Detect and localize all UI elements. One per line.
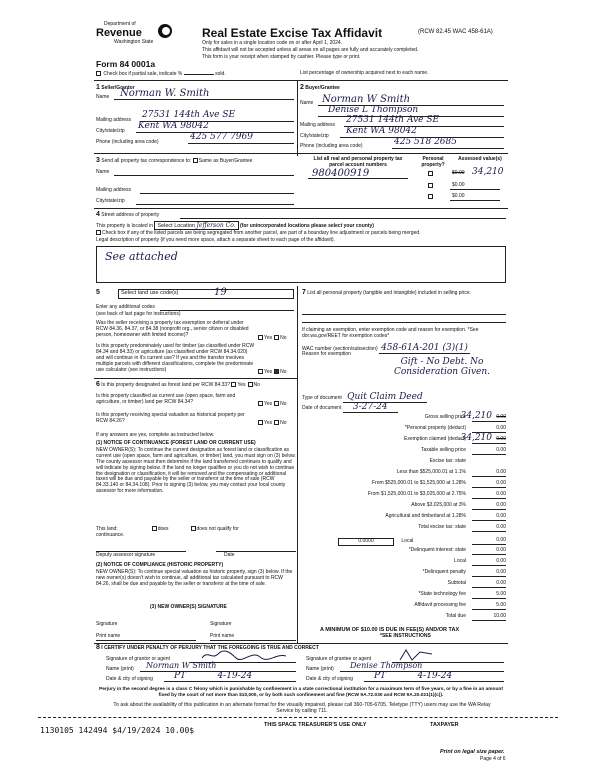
buyer-name-field[interactable]: Norman W Smith xyxy=(318,94,504,106)
calc-row xyxy=(300,480,506,489)
grantor-sig-label: Signature of grantor or agent xyxy=(106,656,170,662)
local-rate-field[interactable]: 0.0000 xyxy=(338,538,394,546)
calc-row-label: *Personal property (deduct) xyxy=(404,425,466,431)
calc-row-label: *Delinquent interest: state xyxy=(408,547,466,553)
dept-line3: Washington State xyxy=(114,39,154,45)
taxpayer-copy: TAXPAYER xyxy=(430,722,459,728)
calc-row-label: Taxable selling price xyxy=(420,447,466,453)
dor-emblem-icon xyxy=(158,24,172,38)
notice-compliance-title: (2) NOTICE OF COMPLIANCE (HISTORIC PROPERTY) xyxy=(96,562,224,568)
local-amount: 0.00 xyxy=(472,538,506,545)
current-use-no-checkbox[interactable] xyxy=(274,401,279,406)
owner-print-name-label: Print name xyxy=(210,633,235,639)
deputy-signature-label: Deputy assessor signature xyxy=(96,552,156,558)
doc-date-label: Date of document xyxy=(302,405,342,411)
parcels-col3: Assessed value(s) xyxy=(458,156,502,162)
calc-row-value: 0.00 xyxy=(472,548,506,555)
unincorporated-note: (for unincorporated locations please select your county) xyxy=(240,223,374,229)
parcel-row xyxy=(308,191,506,202)
calc-row xyxy=(300,602,506,611)
calc-row xyxy=(300,469,506,478)
buyer-city-field[interactable]: Kent WA 98042 xyxy=(340,126,504,138)
seller-mailing-label: Mailing address xyxy=(96,117,132,123)
if-any-yes: If any answers are yes, complete as instructed below. xyxy=(96,432,215,438)
grantee-name-field[interactable]: Denise Thompson xyxy=(340,661,504,672)
see-back-label: (see back of last page for instructions) xyxy=(96,311,181,317)
parcel-value-struck: $0.00 xyxy=(452,170,465,176)
does-not-checkbox[interactable] xyxy=(191,526,196,531)
grantor-signature-icon xyxy=(200,648,290,662)
forest-yes-checkbox[interactable] xyxy=(231,382,236,387)
see-instructions: *SEE INSTRUCTIONS xyxy=(380,633,431,639)
this-land-label: This land: xyxy=(96,525,118,532)
alt-format-notice: To ask about the availability of this publication in an alternate format for the visually impaired, please call 360-705-6705. Teletype (TTY) users may use the WA Relay Service by calling 711. xyxy=(113,702,491,715)
exemption-no-checkbox[interactable] xyxy=(274,335,279,340)
grantee-name-label: Name (print) xyxy=(306,666,334,672)
grantee-date-field[interactable]: PT 4-19-24 xyxy=(364,671,504,682)
local-label: Local xyxy=(401,538,414,544)
historic-no-checkbox[interactable] xyxy=(274,420,279,425)
grantee-sig-label: Signature of grantee or agent xyxy=(306,656,372,662)
parcel-value: 34,210 xyxy=(472,167,504,177)
legal-description-box[interactable]: See attached xyxy=(96,246,506,283)
doc-type-value: Quit Claim Deed xyxy=(343,392,427,403)
wac-label: WAC number (section/subsection) xyxy=(302,346,378,352)
calc-row xyxy=(300,580,506,589)
parcel-number-field[interactable]: 980400919 xyxy=(308,168,408,179)
calc-row xyxy=(300,447,506,456)
grantor-date-label: Date & city of signing xyxy=(106,676,153,682)
street-address-field[interactable] xyxy=(180,212,506,219)
forest-question: Is this property designated as forest land per RCW 84.33? xyxy=(101,382,230,388)
parcels-col2: Personal property? xyxy=(421,156,445,168)
segregated-checkbox[interactable] xyxy=(96,230,101,235)
calc-row-label: Excise tax: state xyxy=(429,458,466,464)
partial-sale-checkbox[interactable] xyxy=(96,71,101,76)
corr-city-label: City/state/zip xyxy=(96,198,125,204)
calc-row-value: 0.00 xyxy=(472,437,506,444)
calc-row-value: 5.00 xyxy=(472,592,506,599)
additional-codes-field[interactable] xyxy=(160,304,294,311)
wac-value: 458-61A-201 (3)(1) xyxy=(381,343,468,353)
perjury-notice: Perjury in the second degree is a class C felony which is punishable by confinement in a state correctional institution for a maximum term of five years, or by a fine in an amount fixed by the court of not more than $10,000, or by both such confinement and fine (RCW 9A.72.030 and RCW 9A.20.021(1)(c)). xyxy=(99,687,503,698)
calc-row-label: *Delinquent penalty xyxy=(422,569,466,575)
buyer-mailing-field[interactable]: 27531 144th Ave SE xyxy=(344,115,504,127)
personal-property-checkbox[interactable] xyxy=(428,183,433,188)
calc-row xyxy=(300,433,506,445)
timber-yes-checkbox[interactable] xyxy=(258,369,263,374)
header-note1: Only for sales in a single location code on or after April 1, 2024. xyxy=(202,40,343,46)
seller-city-label: City/state/zip xyxy=(96,128,125,134)
legal-desc-label: Legal description of property (if you need more space, attach a separate sheet to each page of the affidavit). xyxy=(96,237,335,243)
seller-heading: Seller/Grantor xyxy=(101,85,135,91)
calc-row-label: Gross selling price xyxy=(424,414,466,420)
personal-property-checkbox[interactable] xyxy=(428,194,433,199)
calc-row-label: Affidavit processing fee xyxy=(414,602,466,608)
calc-row xyxy=(300,591,506,600)
grantee-signature-icon xyxy=(398,648,438,662)
dept-line1: Department of xyxy=(104,21,136,27)
corr-city-field[interactable] xyxy=(136,197,294,205)
new-owner-signature-title: (3) NEW OWNER(S) SIGNATURE xyxy=(150,604,227,610)
buyer-name-label: Name xyxy=(300,100,314,106)
calc-row-label: Above $3,025,000 at 3% xyxy=(411,502,466,508)
calc-row-value: 0.00 xyxy=(472,481,506,488)
calc-row-value: 0.00 xyxy=(472,492,506,499)
grantor-name-label: Name (print) xyxy=(106,666,134,672)
calc-row-value: 0.00 xyxy=(472,581,506,588)
treasurer-use: THIS SPACE TREASURER'S USE ONLY xyxy=(264,722,367,728)
calc-row xyxy=(300,502,506,511)
exemption-question: Was the seller receiving a property tax exemption or deferral under RCW 84.36, 84.37, or 84.38 (nonprofit org., senior citizen or disabled person, homeowner with limited income)? xyxy=(96,320,249,338)
calc-row-value: 0.00 xyxy=(472,559,506,566)
corr-name-label: Name xyxy=(96,169,110,175)
buyer-city-label: City/state/zip xyxy=(300,133,329,139)
correspondence-label: Send all property tax correspondence to: xyxy=(101,158,192,164)
continuance-label: continuance. xyxy=(96,532,125,538)
personal-property-line xyxy=(302,318,506,323)
calc-row-value: 0.00 xyxy=(472,470,506,477)
header-note3: This form is your receipt when stamped by cashier. Please type or print. xyxy=(202,54,361,60)
corr-mailing-label: Mailing address xyxy=(96,187,132,193)
grantee-date-label: Date & city of signing xyxy=(306,676,353,682)
calc-row-value: 5.00 xyxy=(472,603,506,610)
reason-label: Reason for exemption xyxy=(302,351,351,357)
notice-continuance-title: (1) NOTICE OF CONTINUANCE (FOREST LAND OR CURRENT USE) xyxy=(96,440,256,446)
segregated-label: Check box if any of the listed parcels are being segregated from another parcel, are part of a boundary line adjustment or parcels being merged. xyxy=(102,229,421,236)
form-title: Real Estate Excise Tax Affidavit xyxy=(202,26,383,40)
form-number: Form 84 0001a xyxy=(96,59,156,69)
legal-paper-note: Print on legal size paper. xyxy=(440,749,505,755)
seller-name-field[interactable]: Norman W. Smith xyxy=(114,88,294,100)
seller-mailing-field[interactable]: 27531 144th Ave SE xyxy=(140,110,294,122)
buyer-phone-field[interactable]: 425 518 2685 xyxy=(392,137,504,149)
personal-property-label: List all personal property (tangible and intangible) included in selling price. xyxy=(307,290,472,296)
calc-row xyxy=(300,558,506,567)
dept-line2: Revenue xyxy=(96,27,142,39)
parcel-row xyxy=(308,180,506,191)
buyer-heading: Buyer/Grantee xyxy=(305,85,340,91)
parcel-value: $0.00 xyxy=(452,182,465,188)
calc-row-label: Local xyxy=(454,558,466,564)
calc-row-value: 0.00 xyxy=(472,415,506,422)
buyer-phone-label: Phone (including area code) xyxy=(300,143,363,149)
calc-row-value: 0.00 xyxy=(472,514,506,521)
notice-compliance-text: NEW OWNER(S): To continue special valuation as historic property, sign (3) below. If the new owner(s) doesn't wish to continue, all additional tax calculated pursuant to RCW 84.26, shall be due and payable by the seller or transferor at the time of sale. xyxy=(96,569,293,587)
calc-row-label: Total due xyxy=(445,613,466,619)
calc-row xyxy=(300,513,506,522)
exemption-yes-checkbox[interactable] xyxy=(258,335,263,340)
calc-row-label: Total excise tax: state xyxy=(418,524,466,530)
calc-row-value: 10.00 xyxy=(472,614,506,621)
same-as-buyer-label: Same as Buyer/Grantee xyxy=(198,158,253,164)
parcel-value: $0.00 xyxy=(452,193,465,199)
historic-yes-checkbox[interactable] xyxy=(258,420,263,425)
calc-row xyxy=(300,458,506,467)
certify-statement: I CERTIFY UNDER PENALTY OF PERJURY THAT THE FOREGOING IS TRUE AND CORRECT xyxy=(101,645,319,651)
calc-row-label: Less than $525,000.01 at 1.1% xyxy=(396,469,466,475)
corr-name-field[interactable] xyxy=(114,168,294,176)
calc-row-label: From $1,525,000.01 to $3,025,000 at 2.75% xyxy=(367,491,466,497)
calc-row xyxy=(300,569,506,578)
ownership-label: List percentage of ownership acquired next to each name. xyxy=(300,70,429,76)
land-use-select[interactable]: Select land use code(s) 19 xyxy=(118,289,294,299)
calc-row-value: 0.00 xyxy=(472,426,506,433)
header-note2: This affidavit will not be accepted unless all areas on all pages are fully and accurately completed. xyxy=(202,47,419,53)
calc-row-label: From $525,000.01 to $1,525,000 at 1.28% xyxy=(372,480,466,486)
seller-phone-label: Phone (including area code) xyxy=(96,139,159,145)
owner-signature-label: Signature xyxy=(210,621,232,627)
calc-row xyxy=(300,524,506,533)
calc-row-value: 0.00 xyxy=(472,570,506,577)
claiming-exemption-label: If claiming an exemption, enter exemption code and reason for exemption. *See dor.wa.gov/REET for exemption codes* xyxy=(302,327,479,339)
forest-no-checkbox[interactable] xyxy=(248,382,253,387)
calc-row-label: *State technology fee xyxy=(418,591,466,597)
owner-print-name-label: Print name xyxy=(96,633,121,639)
minimum-due: A MINIMUM OF $10.00 IS DUE IN FEE(S) AND/OR TAX xyxy=(320,627,460,633)
personal-property-checkbox[interactable] xyxy=(428,171,433,176)
timber-no-checkbox[interactable] xyxy=(274,369,279,374)
grantor-date-field[interactable]: PT 4-19-24 xyxy=(164,671,296,682)
calc-row xyxy=(300,547,506,556)
doc-type-label: Type of document xyxy=(302,395,342,401)
calc-row-label: Agricultural and timberland at 1.28% xyxy=(385,513,466,519)
calc-row xyxy=(300,491,506,500)
corr-mailing-field[interactable] xyxy=(140,186,294,194)
calc-row xyxy=(300,411,506,423)
seller-name-label: Name xyxy=(96,94,110,100)
calc-row-value: 0.00 xyxy=(472,503,506,510)
page-number: Page 4 of 6 xyxy=(480,756,506,762)
same-as-buyer-checkbox[interactable] xyxy=(193,158,198,163)
calc-row-label: Subtotal xyxy=(447,580,466,586)
partial-sale-label: Check box if partial sale, indicate % xyxy=(103,70,183,77)
form-statute: (RCW 82.45 WAC 458-61A) xyxy=(418,29,493,35)
deputy-date-label: Date xyxy=(224,552,235,558)
calc-row-handwritten: 34,210 xyxy=(460,411,492,421)
located-in-label: This property is located in xyxy=(96,223,153,229)
buyer-mailing-label: Mailing address xyxy=(300,122,336,128)
personal-property-field[interactable] xyxy=(302,310,506,315)
reason-value: Gift - No Debt. No Consideration Given. xyxy=(393,357,491,377)
location-select[interactable]: Select Location Jefferson Co. xyxy=(154,221,238,230)
historic-question: Is this property receiving special valuation as historical property per RCW 84.26? xyxy=(96,412,245,424)
notice-continuance-text: NEW OWNER(S): To continue the current designation as forest land or classification as current use (open space, farm and agriculture, or timber) land, you must sign on (3) below. The county assessor must then determine if the land transferred continues to qualify and will indicate by signing below. If the land no longer qualifies or you do not wish to continue the designation or classification, it will be removed and the compensating or additional taxes will be due and payable by the seller or transferor at the time of sale (RCW 84.33.140 or 84.34.108). Prior to signing (3) below, you may contact your local county assessor for more information. xyxy=(96,447,296,495)
partial-sale-sold: sold. xyxy=(215,70,226,77)
cashier-stamp: 1130105 142494 $4/19/2024 10.00$ xyxy=(40,726,195,735)
calc-row-value: 0.00 xyxy=(472,525,506,532)
owner-signature-label: Signature xyxy=(96,621,118,627)
parcel-row xyxy=(308,168,506,179)
calc-row-value: 0.00 xyxy=(472,448,506,455)
does-checkbox[interactable] xyxy=(152,526,157,531)
seller-phone-field[interactable]: 425 577 7969 xyxy=(188,132,294,144)
calc-row-label: Exemption claimed (deduct) xyxy=(404,436,466,442)
current-use-question: Is this property classified as current use (open space, farm and agriculture, or timber) land per RCW 84.34? xyxy=(96,393,236,405)
calc-row xyxy=(300,613,506,622)
doc-date-value: 3-27-24 xyxy=(343,402,398,413)
additional-codes-label: Enter any additional codes xyxy=(96,304,155,310)
seller-city-field[interactable]: Kent WA 98042 xyxy=(136,121,294,133)
calc-row-handwritten: 34,210 xyxy=(460,433,492,443)
current-use-yes-checkbox[interactable] xyxy=(258,401,263,406)
parcels-col1: List all real and personal property tax parcel account numbers xyxy=(313,156,403,168)
grantor-name-field[interactable]: Norman W Smith xyxy=(140,661,296,672)
buyer-name2-field[interactable]: Denise L Thompson xyxy=(318,105,504,117)
timber-question: Is this property predominately used for timber (as classified under RCW 84.34 and 84.33) or agriculture (as classified under RCW 84.34.020) and will continue in it's current use? If yes and the transfer involves multiple parcels with different classifications, complete the predominate use calculator (see instructions) xyxy=(96,343,255,373)
street-address-label: Street address of property xyxy=(101,212,160,218)
dor-logo xyxy=(96,20,186,56)
